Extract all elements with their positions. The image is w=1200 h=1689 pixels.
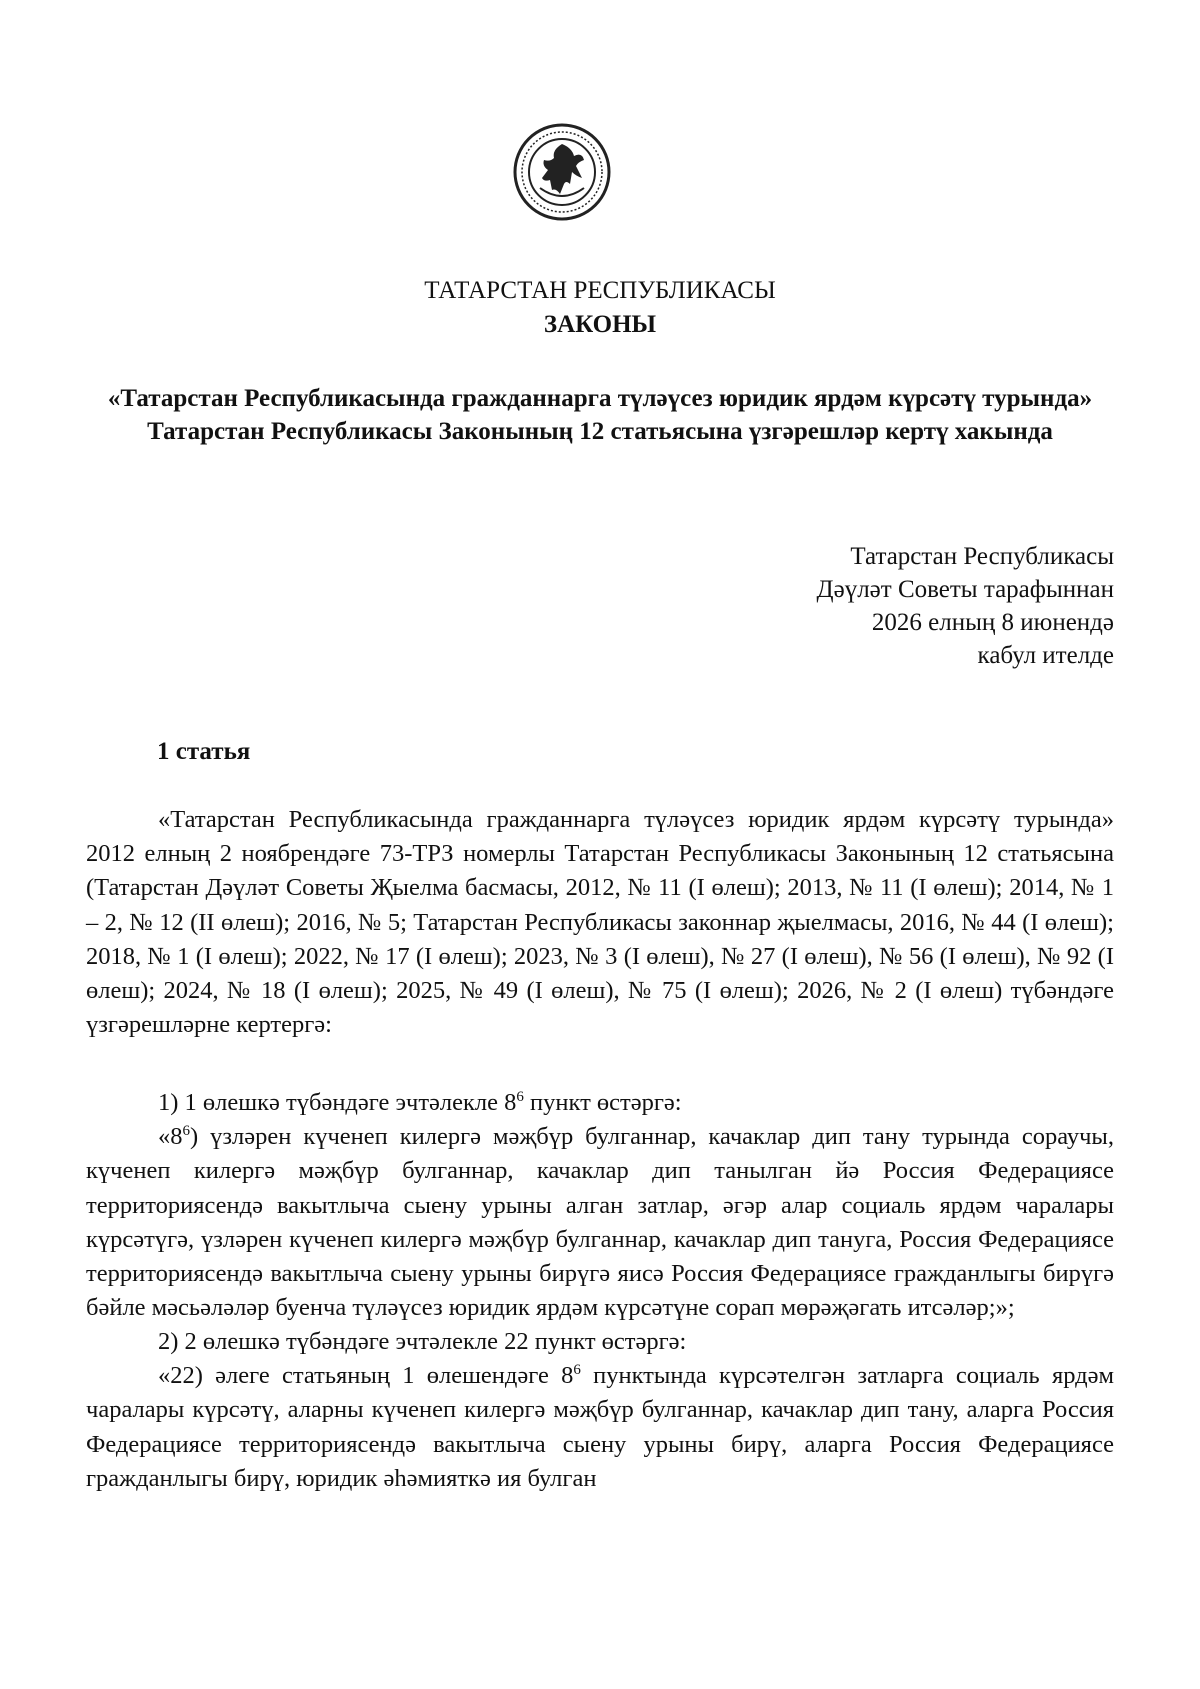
article-heading: 1 статья xyxy=(157,738,251,765)
intro-paragraph xyxy=(86,803,1114,1042)
adoption-line: кабул ителде xyxy=(977,642,1114,669)
item-text: «$8^6$) үзләрен күченеп килергә мәҗбүр булганнар, качаклар дип тану турында сораучы, күченеп килергә мәҗбүр булганнар, качаклар дип танылган йә Россия Федерациясе территориясендә вакытлыча сыену урыны алган затлар, әгәр алар социаль ярдәм чаралары күрсәтүгә, үзләрен күченеп килергә мәҗбүр булганнар, качаклар дип тануга, Россия Федерациясе территориясендә вакытлыча сыену урыны бирүгә яисә Россия Федерациясе гражданлыгы бирүгә бәйле мәсьәләләр буенча түләүсез юридик ярдәм күрсәтүне сорап мөрәҗәгать итсәләр;»; xyxy=(86,1123,1114,1322)
republic-heading: ТАТАРСТАН РЕСПУБЛИКАСЫ xyxy=(424,277,776,304)
amendment-item-1 xyxy=(86,1086,1114,1325)
adoption-line: Татарстан Республикасы xyxy=(850,543,1114,570)
tatarstan-coat-of-arms-icon xyxy=(512,122,612,222)
adoption-date: 2026 елның 8 июнендә xyxy=(871,609,1114,636)
doc-type-heading: ЗАКОНЫ xyxy=(543,311,657,338)
paragraph-text: «Татарстан Республикасында гражданнарга түләүсез юридик ярдәм күрсәтү турында» 2012 елның 2 ноябрендәге 73-ТРЗ номерлы Татарстан Республикасы Законының 12 статьясына (Татарстан Дәүләт Советы Җыелма басмасы, 2012, № 11 (I өлеш); 2013, № 11 (I өлеш); 2014, № 1 – 2, № 12 (II өлеш); 2016, № 5; Татарстан Республикасы законнар җыелмасы, 2016, № 44 (I өлеш); 2018, № 1 (I өлеш); 2022, № 17 (I өлеш); 2023, № 3 (I өлеш), № 27 (I өлеш), № 56 (I өлеш), № 92 (I өлеш); 2024, № 18 (I өлеш); 2025, № 49 (I өлеш), № 75 (I өлеш); 2026, № 2 (I өлеш) түбәндәге үзгәрешләрне кертергә: xyxy=(86,806,1114,1039)
law-title: «Татарстан Республикасында гражданнарга түләүсез юридик ярдәм күрсәтү турында» Татарстан Республикасы Законының 12 статьясына үзгәрешләр кертү хакында xyxy=(107,385,1093,445)
item-lead: 1) 1 өлешкә түбәндәге эчтәлекле $8^6$ пункт өстәргә: xyxy=(158,1088,682,1116)
adoption-block xyxy=(817,540,1114,672)
item-text: «22) әлеге статьяның 1 өлешендәге $8^6$ пунктында күрсәтелгән затларга социаль ярдәм чаралары күрсәтү, аларны күченеп килергә мәҗбүр булганнар, качаклар дип тану, аларга Россия Федерациясе территориясендә вакытлыча сыену урыны бирү, аларга Россия Федерациясе гражданлыгы бирү, юридик әһәмияткә ия булган xyxy=(86,1362,1114,1492)
adoption-line: Дәүләт Советы тарафыннан xyxy=(816,576,1114,603)
item-lead: 2) 2 өлешкә түбәндәге эчтәлекле 22 пункт өстәргә: xyxy=(158,1328,687,1355)
amendment-item-2 xyxy=(86,1325,1114,1496)
